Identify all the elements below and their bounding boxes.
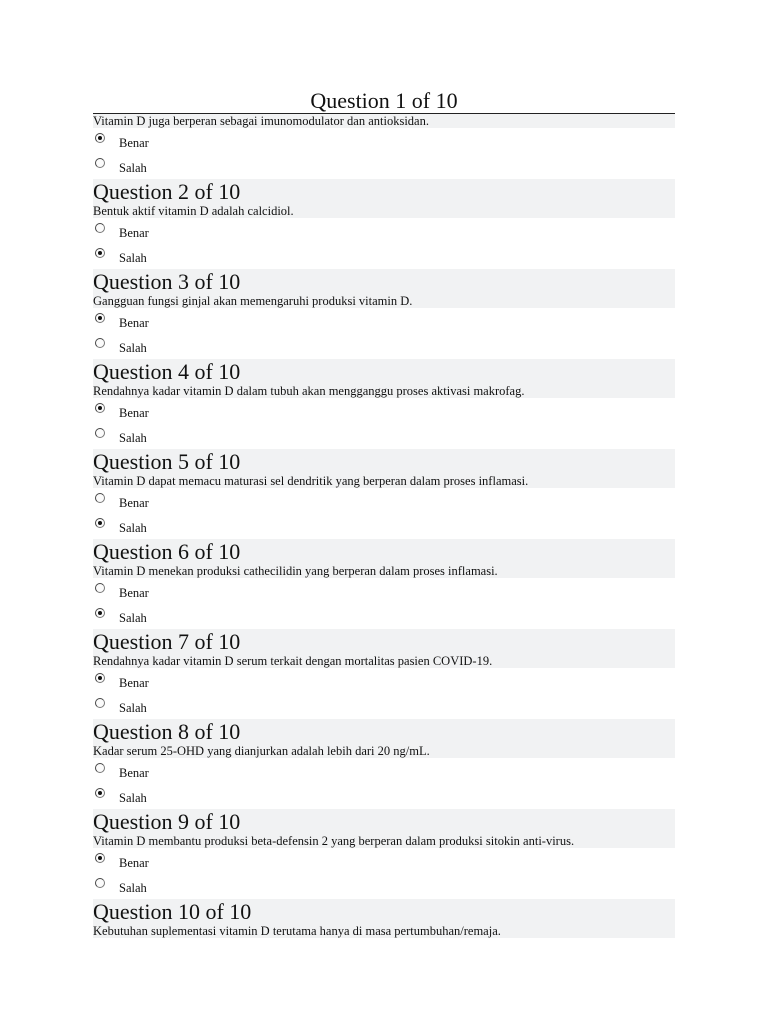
answer-option-benar[interactable] [93, 583, 393, 607]
question-title: Question 3 of 10 [93, 269, 241, 294]
radio-unchecked-icon[interactable] [95, 698, 105, 708]
question-header [93, 179, 675, 218]
question-header [93, 539, 675, 578]
question-text: Vitamin D juga berperan sebagai imunomodulator dan antioksidan. [93, 114, 429, 128]
answer-option-benar[interactable] [93, 673, 393, 697]
answer-option-salah[interactable] [93, 338, 393, 362]
question-text: Rendahnya kadar vitamin D serum terkait dengan mortalitas pasien COVID-19. [93, 654, 493, 668]
question-text: Vitamin D dapat memacu maturasi sel dendritik yang berperan dalam proses inflamasi. [93, 474, 529, 488]
question-text: Gangguan fungsi ginjal akan memengaruhi produksi vitamin D. [93, 294, 413, 308]
answer-option-label: Benar [119, 226, 149, 240]
answer-option-salah[interactable] [93, 698, 393, 722]
answer-option-label: Salah [119, 791, 147, 805]
question-header [93, 449, 675, 488]
radio-unchecked-icon[interactable] [95, 158, 105, 168]
question-header [93, 719, 675, 758]
answer-option-benar[interactable] [93, 493, 393, 517]
radio-checked-icon[interactable] [95, 313, 105, 323]
question-text: Vitamin D menekan produksi cathecilidin yang berperan dalam proses inflamasi. [93, 564, 498, 578]
radio-unchecked-icon[interactable] [95, 493, 105, 503]
answer-options [93, 668, 675, 719]
answer-option-benar[interactable] [93, 313, 393, 337]
radio-checked-icon[interactable] [95, 608, 105, 618]
answer-option-benar[interactable] [93, 403, 393, 427]
answer-option-label: Salah [119, 611, 147, 625]
answer-options [93, 578, 675, 629]
answer-option-salah[interactable] [93, 428, 393, 452]
radio-checked-icon[interactable] [95, 788, 105, 798]
answer-option-label: Salah [119, 521, 147, 535]
question-title: Question 7 of 10 [93, 629, 241, 654]
question-text: Bentuk aktif vitamin D adalah calcidiol. [93, 204, 294, 218]
answer-option-label: Benar [119, 586, 149, 600]
answer-option-salah[interactable] [93, 878, 393, 902]
answer-options [93, 488, 675, 539]
question-text: Kadar serum 25-OHD yang dianjurkan adalah lebih dari 20 ng/mL. [93, 744, 430, 758]
question-text: Rendahnya kadar vitamin D dalam tubuh akan mengganggu proses aktivasi makrofag. [93, 384, 525, 398]
question-title: Question 4 of 10 [93, 359, 241, 384]
question-block [93, 449, 675, 539]
question-title: Question 5 of 10 [93, 449, 241, 474]
question-block [93, 809, 675, 899]
question-title: Question 6 of 10 [93, 539, 241, 564]
answer-option-benar[interactable] [93, 133, 393, 157]
question-header [93, 359, 675, 398]
question-title: Question 8 of 10 [93, 719, 241, 744]
answer-option-label: Salah [119, 881, 147, 895]
radio-unchecked-icon[interactable] [95, 583, 105, 593]
answer-option-salah[interactable] [93, 608, 393, 632]
answer-option-salah[interactable] [93, 518, 393, 542]
question-block [93, 539, 675, 629]
question-header [93, 269, 675, 308]
radio-unchecked-icon[interactable] [95, 223, 105, 233]
radio-unchecked-icon[interactable] [95, 763, 105, 773]
question-block [93, 629, 675, 719]
question-header [93, 114, 675, 128]
question-text: Vitamin D membantu produksi beta-defensin 2 yang berperan dalam produksi sitokin anti-virus. [93, 834, 575, 848]
answer-options [93, 398, 675, 449]
answer-options [93, 218, 675, 269]
quiz-document [93, 88, 675, 938]
answer-options [93, 758, 675, 809]
answer-options [93, 128, 675, 179]
answer-option-label: Salah [119, 161, 147, 175]
question-header [93, 629, 675, 668]
question-text: Kebutuhan suplementasi vitamin D terutama hanya di masa pertumbuhan/remaja. [93, 924, 501, 938]
answer-option-label: Salah [119, 701, 147, 715]
question-title: Question 10 of 10 [93, 899, 252, 924]
answer-options [93, 848, 675, 899]
answer-option-label: Benar [119, 676, 149, 690]
answer-option-label: Benar [119, 136, 149, 150]
answer-option-salah[interactable] [93, 248, 393, 272]
radio-checked-icon[interactable] [95, 248, 105, 258]
answer-option-label: Benar [119, 406, 149, 420]
answer-option-salah[interactable] [93, 788, 393, 812]
answer-option-benar[interactable] [93, 223, 393, 247]
question-list [93, 114, 675, 938]
answer-option-label: Benar [119, 496, 149, 510]
radio-checked-icon[interactable] [95, 403, 105, 413]
answer-option-label: Salah [119, 341, 147, 355]
radio-checked-icon[interactable] [95, 518, 105, 528]
question-header [93, 809, 675, 848]
question-block [93, 899, 675, 938]
answer-option-benar[interactable] [93, 763, 393, 787]
answer-option-salah[interactable] [93, 158, 393, 182]
answer-option-benar[interactable] [93, 853, 393, 877]
radio-checked-icon[interactable] [95, 673, 105, 683]
answer-option-label: Benar [119, 856, 149, 870]
question-block [93, 269, 675, 359]
radio-unchecked-icon[interactable] [95, 338, 105, 348]
question-block [93, 179, 675, 269]
page-title: Question 1 of 10 [93, 88, 675, 114]
question-block [93, 359, 675, 449]
radio-unchecked-icon[interactable] [95, 428, 105, 438]
answer-option-label: Benar [119, 316, 149, 330]
answer-option-label: Benar [119, 766, 149, 780]
question-block [93, 719, 675, 809]
radio-checked-icon[interactable] [95, 133, 105, 143]
question-title: Question 2 of 10 [93, 179, 241, 204]
question-title: Question 9 of 10 [93, 809, 241, 834]
question-header [93, 899, 675, 938]
radio-checked-icon[interactable] [95, 853, 105, 863]
radio-unchecked-icon[interactable] [95, 878, 105, 888]
answer-options [93, 308, 675, 359]
answer-option-label: Salah [119, 431, 147, 445]
question-block [93, 114, 675, 179]
answer-option-label: Salah [119, 251, 147, 265]
